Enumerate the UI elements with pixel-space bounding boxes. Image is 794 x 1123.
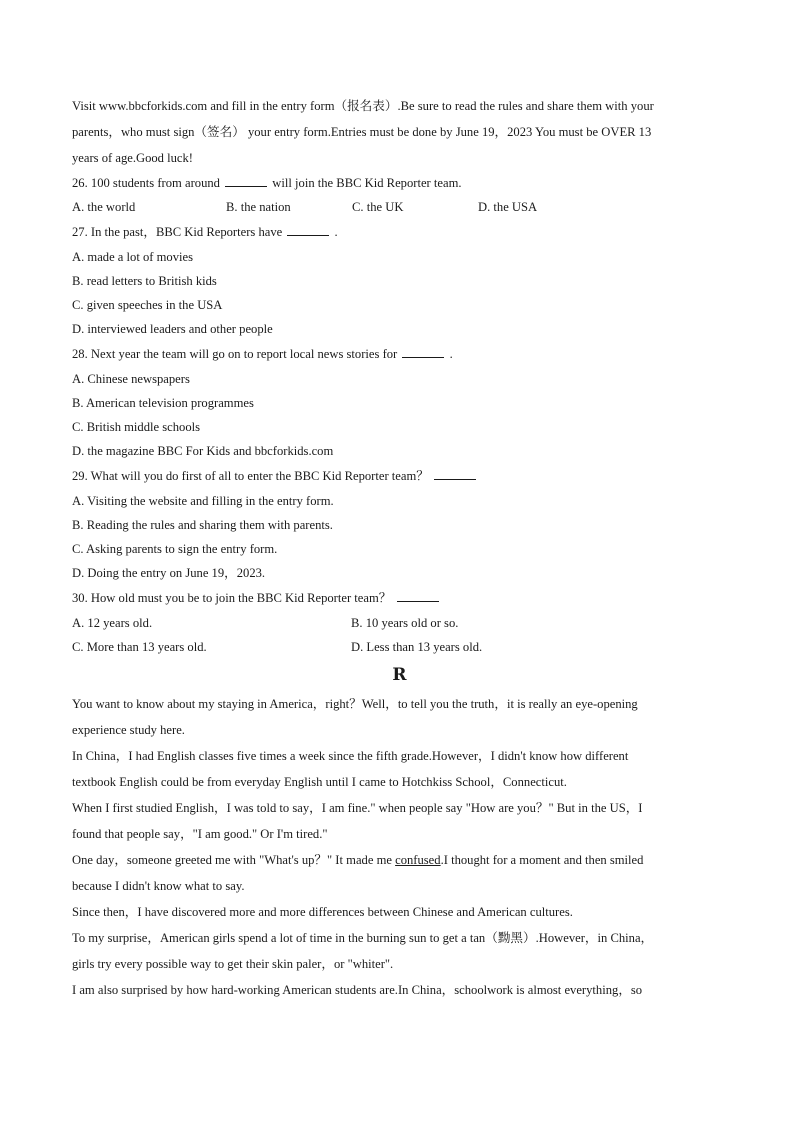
- option-a: A. the world: [72, 200, 136, 214]
- option-b: B. Reading the rules and sharing them with parents.: [72, 518, 333, 532]
- question-30-options-row-1: [72, 611, 727, 635]
- passage-line: You want to know about my staying in America，right？Well，to tell you the truth，it is really an eye-opening: [72, 697, 638, 711]
- question-26-options: [72, 195, 727, 219]
- passage-line: experience study here.: [72, 723, 185, 737]
- answer-blank: [225, 174, 267, 187]
- option-b: B. read letters to British kids: [72, 274, 217, 288]
- question-29: [72, 463, 727, 489]
- question-27-text: 27. In the past，BBC Kid Reporters have: [72, 225, 283, 239]
- intro-line: Visit www.bbcforkids.com and fill in the entry form（报名表）.Be sure to read the rules and share them with your: [72, 99, 654, 113]
- option-d: D. the magazine BBC For Kids and bbcforkids.com: [72, 444, 334, 458]
- question-30-text: 30. How old must you be to join the BBC Kid Reporter team？: [72, 591, 392, 605]
- question-30-options-row-2: [72, 635, 727, 659]
- passage-line: In China，I had English classes five times a week since the fifth grade.However，I didn't know how different: [72, 749, 629, 763]
- passage-line: because I didn't know what to say.: [72, 879, 245, 893]
- option-c: C. the UK: [352, 200, 404, 214]
- passage-line: To my surprise，American girls spend a lot of time in the burning sun to get a tan（黝黑）.However，in China，: [72, 931, 654, 945]
- option-b: B. American television programmes: [72, 396, 254, 410]
- document-page: [72, 93, 727, 1003]
- option-b: B. the nation: [226, 200, 291, 214]
- intro-paragraph: [72, 93, 727, 171]
- passage-line: I am also surprised by how hard-working American students are.In China，schoolwork is almost everything，so: [72, 983, 643, 997]
- option-d: D. Less than 13 years old.: [351, 640, 483, 654]
- answer-blank: [402, 345, 444, 358]
- reading-passage: [72, 691, 727, 1003]
- question-30: [72, 585, 727, 611]
- option-a: A. Visiting the website and filling in the entry form.: [72, 494, 334, 508]
- question-26-text-end: will join the BBC Kid Reporter team.: [272, 176, 462, 190]
- option-b: B. 10 years old or so.: [351, 616, 459, 630]
- question-28: [72, 341, 727, 367]
- option-c: C. Asking parents to sign the entry form.: [72, 542, 278, 556]
- passage-line: girls try every possible way to get their skin paler，or "whiter".: [72, 957, 394, 971]
- passage-line: When I first studied English，I was told to say，I am fine." when people say "How are you？" But in the US，I: [72, 801, 643, 815]
- question-27-text-end: .: [334, 225, 338, 239]
- question-26: [72, 171, 727, 195]
- option-d: D. the USA: [478, 200, 538, 214]
- question-28-text: 28. Next year the team will go on to report local news stories for: [72, 347, 398, 361]
- section-heading: R: [392, 665, 407, 685]
- option-d: D. interviewed leaders and other people: [72, 322, 273, 336]
- option-a: A. made a lot of movies: [72, 250, 194, 264]
- question-29-text: 29. What will you do first of all to enter the BBC Kid Reporter team？: [72, 469, 429, 483]
- option-d: D. Doing the entry on June 19，2023.: [72, 566, 266, 580]
- passage-line: textbook English could be from everyday English until I came to Hotchkiss School，Connecticut.: [72, 775, 567, 789]
- answer-blank: [434, 467, 476, 480]
- passage-line: Since then，I have discovered more and more differences between Chinese and American cultures.: [72, 905, 573, 919]
- answer-blank: [397, 589, 439, 602]
- question-28-text-end: .: [449, 347, 453, 361]
- passage-text: One day，someone greeted me with "What's up？" It made me: [72, 853, 396, 867]
- underlined-word: confused: [395, 853, 441, 867]
- question-26-text: 26. 100 students from around: [72, 176, 220, 190]
- intro-line: parents，who must sign（签名） your entry form.Entries must be done by June 19，2023 You must be OVER 13: [72, 125, 652, 139]
- passage-text: .I thought for a moment and then smiled: [440, 853, 644, 867]
- option-a: A. Chinese newspapers: [72, 372, 190, 386]
- option-c: C. given speeches in the USA: [72, 298, 223, 312]
- option-c: C. More than 13 years old.: [72, 640, 207, 654]
- option-a: A. 12 years old.: [72, 616, 153, 630]
- answer-blank: [287, 223, 329, 236]
- passage-line: found that people say，"I am good." Or I'm tired.": [72, 827, 328, 841]
- question-27: [72, 219, 727, 245]
- passage-line: [72, 847, 727, 873]
- intro-line: years of age.Good luck!: [72, 151, 193, 165]
- option-c: C. British middle schools: [72, 420, 201, 434]
